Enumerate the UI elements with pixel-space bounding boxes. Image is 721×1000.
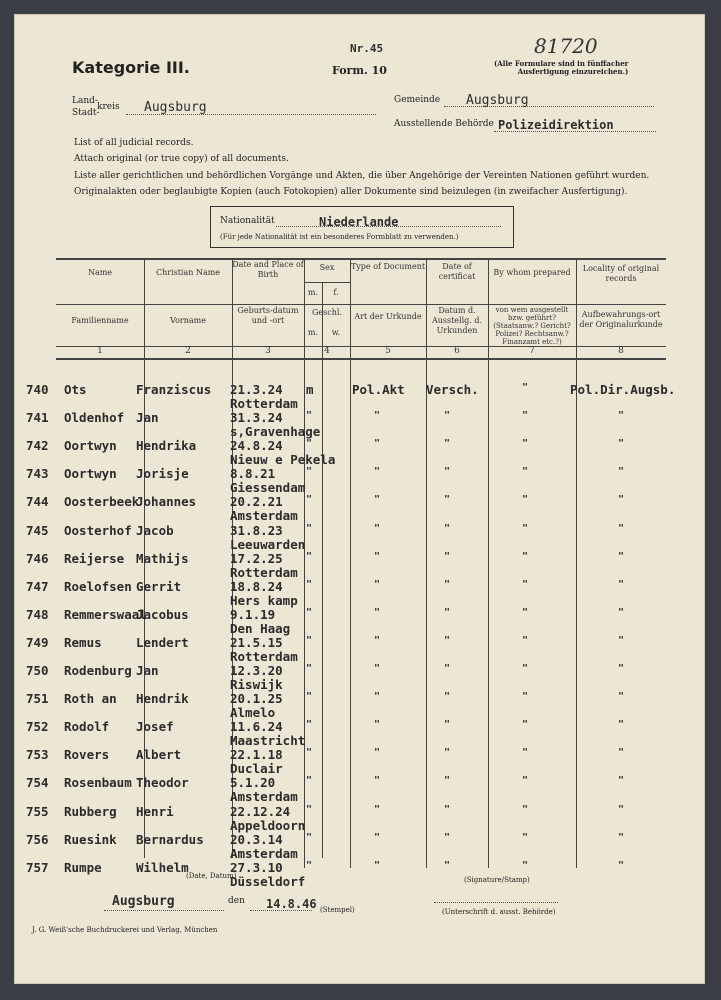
document-type-cell: " xyxy=(374,860,381,871)
certificate-date-cell: Versch. xyxy=(426,382,479,397)
table-row xyxy=(14,832,705,861)
nationality-note: (Für jede Nationalität ist ein besonderes Formblatt zu verwenden.) xyxy=(220,233,459,241)
den-label: den xyxy=(228,896,245,906)
birth-place-cell: Amsterdam xyxy=(230,846,298,861)
table-row xyxy=(14,747,705,776)
table-row xyxy=(14,691,705,720)
birth-date-cell: 12.3.20 xyxy=(230,663,283,678)
sex-cell: " xyxy=(306,635,313,646)
record-number: 749 xyxy=(26,635,49,650)
given-name-cell: Bernardus xyxy=(136,832,204,847)
surname-cell: Rovers xyxy=(64,747,110,762)
surname-cell: Ruesink xyxy=(64,832,117,847)
document-type-cell: " xyxy=(374,551,381,562)
prepared-by-cell: " xyxy=(522,494,529,505)
table-row xyxy=(14,551,705,580)
birth-place-cell: Duclair xyxy=(230,761,283,776)
record-locality-cell: " xyxy=(618,860,625,871)
instruction-2: Attach original (or true copy) of all documents. xyxy=(74,154,289,164)
birth-place-cell: Amsterdam xyxy=(230,508,298,523)
certificate-date-cell: " xyxy=(444,860,451,871)
sex-cell: " xyxy=(306,804,313,815)
birth-date-cell: 24.8.24 xyxy=(230,438,283,453)
birth-place-cell: Hers kamp xyxy=(230,593,298,608)
sex-cell: " xyxy=(306,691,313,702)
col-header-geschl-m: m. xyxy=(307,328,319,337)
birth-place-cell: Den Haag xyxy=(230,621,291,636)
certificate-date-cell: " xyxy=(444,804,451,815)
birth-date-cell: 27.3.10 xyxy=(230,860,283,875)
given-name-cell: Henri xyxy=(136,804,174,819)
prepared-by-cell: " xyxy=(522,438,529,449)
stempel-label: (Stempel) xyxy=(320,906,355,914)
prepared-by-cell: " xyxy=(522,607,529,618)
record-number: 742 xyxy=(26,438,49,453)
instruction-1: List of all judicial records. xyxy=(74,138,194,148)
col-header-vorname: Vorname xyxy=(170,316,206,325)
sex-cell: " xyxy=(306,775,313,786)
table-row xyxy=(14,635,705,664)
record-locality-cell: " xyxy=(618,494,625,505)
col-header-name: Name xyxy=(87,268,113,277)
table-row xyxy=(14,579,705,608)
prepared-by-cell: " xyxy=(522,832,529,843)
surname-cell: Ots xyxy=(64,382,87,397)
stadt-label: Stadt- xyxy=(72,108,100,118)
gemeinde-value: Augsburg xyxy=(466,93,529,108)
birth-date-cell: 21.3.24 xyxy=(230,382,283,397)
instruction-4: Originalakten oder beglaubigte Kopien (auch Fotokopien) aller Dokumente sind beizulegen (in zweifacher Ausfertigung). xyxy=(74,187,628,197)
certificate-date-cell: " xyxy=(444,410,451,421)
col-number-4: 4 xyxy=(324,346,330,356)
col-number-1: 1 xyxy=(97,346,103,356)
col-number-5: 5 xyxy=(385,346,391,356)
birth-place-cell: Maastricht xyxy=(230,733,306,748)
surname-cell: Reijerse xyxy=(64,551,125,566)
record-locality-cell: " xyxy=(618,607,625,618)
sex-cell: " xyxy=(306,579,313,590)
col-header-familienname: Familienname xyxy=(71,316,129,325)
sex-cell: " xyxy=(306,607,313,618)
instruction-3: Liste aller gerichtlichen und behördlichen Vorgänge und Akten, die über Angehörige der Vereinten Nationen geführt wurden. xyxy=(74,171,650,181)
table-row xyxy=(14,523,705,552)
certificate-date-cell: " xyxy=(444,747,451,758)
table-row xyxy=(14,382,705,411)
birth-date-cell: 5.1.20 xyxy=(230,775,276,790)
record-number: 745 xyxy=(26,523,49,538)
certificate-date-cell: " xyxy=(444,523,451,534)
place-dotline xyxy=(104,910,224,911)
birth-place-cell: Düsseldorf xyxy=(230,874,306,889)
document-type-cell: " xyxy=(374,747,381,758)
prepared-by-cell: " xyxy=(522,860,529,871)
surname-cell: Oortwyn xyxy=(64,438,117,453)
sex-cell: " xyxy=(306,466,313,477)
birth-place-cell: Giessendam xyxy=(230,480,306,495)
sex-cell: " xyxy=(306,410,313,421)
table-number-rule xyxy=(56,358,666,360)
birth-place-cell: Appeldoorn xyxy=(230,818,306,833)
document-type-cell: " xyxy=(374,663,381,674)
given-name-cell: Gerrit xyxy=(136,579,182,594)
birth-place-cell: Leeuwarden xyxy=(230,537,306,552)
surname-cell: Roth an xyxy=(64,691,117,706)
col-header-geschl: Geschl. xyxy=(312,308,342,317)
document-type-cell: Pol.Akt xyxy=(352,382,405,397)
record-locality-cell: " xyxy=(618,832,625,843)
col-number-7: 7 xyxy=(529,346,535,356)
record-number: 751 xyxy=(26,691,49,706)
certificate-date-cell: " xyxy=(444,579,451,590)
sex-cell: " xyxy=(306,438,313,449)
document-type-cell: " xyxy=(374,691,381,702)
table-top-rule xyxy=(56,258,666,260)
col-number-6: 6 xyxy=(454,346,460,356)
table-row xyxy=(14,607,705,636)
sex-cell: " xyxy=(306,719,313,730)
birth-place-cell: s,Gravenhage xyxy=(230,424,321,439)
form-sheet xyxy=(14,14,705,984)
col-header-von-wem: von wem ausgestellt bzw. geführt? (Staatsanw.? Gericht? Polizei? Rechtsanw.? Finanzamt etc.?) xyxy=(493,306,571,346)
table-row xyxy=(14,494,705,523)
given-name-cell: Johannes xyxy=(136,494,197,509)
birth-date-cell: 11.6.24 xyxy=(230,719,283,734)
sex-cell: " xyxy=(306,860,313,871)
prepared-by-cell: " xyxy=(522,410,529,421)
certificate-date-cell: " xyxy=(444,663,451,674)
record-number: 752 xyxy=(26,719,49,734)
prepared-by-cell: " xyxy=(522,523,529,534)
record-number: 744 xyxy=(26,494,49,509)
behoerde-label: Ausstellende Behörde xyxy=(394,119,494,129)
unterschrift-label: (Unterschrift d. ausst. Behörde) xyxy=(442,908,556,916)
record-locality-cell: " xyxy=(618,635,625,646)
certificate-date-cell: " xyxy=(444,551,451,562)
birth-date-cell: 21.5.15 xyxy=(230,635,283,650)
prepared-by-cell: " xyxy=(522,775,529,786)
surname-cell: Rodenburg xyxy=(64,663,132,678)
land-label: Land- xyxy=(72,96,98,106)
record-locality-cell: " xyxy=(618,551,625,562)
surname-cell: Rubberg xyxy=(64,804,117,819)
given-name-cell: Josef xyxy=(136,719,174,734)
given-name-cell: Jan xyxy=(136,663,159,678)
birth-date-cell: 20.3.14 xyxy=(230,832,283,847)
sex-cell: " xyxy=(306,832,313,843)
date-value: 14.8.46 xyxy=(266,897,317,911)
certificate-date-cell: " xyxy=(444,607,451,618)
birth-date-cell: 22.12.24 xyxy=(230,804,291,819)
certificate-date-cell: " xyxy=(444,635,451,646)
col-header-geburtsdatum: Geburts-datum und -ort xyxy=(237,306,299,325)
prepared-by-cell: " xyxy=(522,382,529,393)
surname-cell: Oosterhof xyxy=(64,523,132,538)
prepared-by-cell: " xyxy=(522,804,529,815)
record-locality-cell: " xyxy=(618,691,625,702)
record-locality-cell: " xyxy=(618,410,625,421)
printer-imprint: J. G. Weiß'sche Buchdruckerei und Verlag, München xyxy=(32,926,218,934)
certificate-date-cell: " xyxy=(444,691,451,702)
record-number: 755 xyxy=(26,804,49,819)
sex-cell: " xyxy=(306,494,313,505)
birth-place-cell: Rotterdam xyxy=(230,396,298,411)
record-number: 757 xyxy=(26,860,49,875)
birth-date-cell: 22.1.18 xyxy=(230,747,283,762)
given-name-cell: Jan xyxy=(136,410,159,425)
surname-cell: Rosenbaum xyxy=(64,775,132,790)
record-locality-cell: " xyxy=(618,438,625,449)
record-locality-cell: " xyxy=(618,747,625,758)
kreis-label: kreis xyxy=(97,102,120,112)
prepared-by-cell: " xyxy=(522,635,529,646)
col-header-locality: Locality of original records xyxy=(582,264,660,283)
document-type-cell: " xyxy=(374,523,381,534)
record-number: 747 xyxy=(26,579,49,594)
birth-date-cell: 8.8.21 xyxy=(230,466,276,481)
document-type-cell: " xyxy=(374,607,381,618)
sex-cell: " xyxy=(306,747,313,758)
document-type-cell: " xyxy=(374,494,381,505)
col-header-type-doc: Type of Document xyxy=(350,262,426,271)
birth-place-cell: Amsterdam xyxy=(230,789,298,804)
document-type-cell: " xyxy=(374,635,381,646)
category-title: Kategorie III. xyxy=(72,58,190,77)
birth-place-cell: Nieuw e Pekela xyxy=(230,452,336,467)
col-header-datum-ausstellg: Datum d. Ausstellg. d. Urkunden xyxy=(431,306,483,335)
record-number: 740 xyxy=(26,382,49,397)
certificate-date-cell: " xyxy=(444,466,451,477)
document-type-cell: " xyxy=(374,438,381,449)
birth-date-cell: 31.3.24 xyxy=(230,410,283,425)
record-locality-cell: " xyxy=(618,579,625,590)
table-row xyxy=(14,804,705,833)
prepared-by-cell: " xyxy=(522,719,529,730)
col-header-christian-name: Christian Name xyxy=(155,268,221,277)
table-row xyxy=(14,719,705,748)
birth-date-cell: 31.8.23 xyxy=(230,523,283,538)
record-locality-cell: " xyxy=(618,719,625,730)
sex-subheader-rule xyxy=(304,282,350,283)
birth-place-cell: Rotterdam xyxy=(230,649,298,664)
record-number: 741 xyxy=(26,410,49,425)
prepared-by-cell: " xyxy=(522,663,529,674)
given-name-cell: Wilhelm xyxy=(136,860,189,875)
col-header-sex: Sex xyxy=(319,263,335,272)
behoerde-value: Polizeidirektion xyxy=(498,118,614,132)
record-number: 748 xyxy=(26,607,49,622)
col-number-8: 8 xyxy=(618,346,624,356)
document-type-cell: " xyxy=(374,579,381,590)
given-name-cell: Theodor xyxy=(136,775,189,790)
table-row xyxy=(14,775,705,804)
sex-cell: m xyxy=(306,382,314,397)
surname-cell: Remus xyxy=(64,635,102,650)
col-header-date-place: Date and Place of Birth xyxy=(232,260,304,279)
col-header-geschl-w: w. xyxy=(331,328,341,337)
surname-cell: Remmerswaal xyxy=(64,607,147,622)
table-row xyxy=(14,410,705,439)
birth-date-cell: 20.1.25 xyxy=(230,691,283,706)
prepared-by-cell: " xyxy=(522,579,529,590)
document-type-cell: " xyxy=(374,719,381,730)
col-header-aufbewahrung: Aufbewahrungs-ort der Originalurkunde xyxy=(579,310,663,329)
surname-cell: Oortwyn xyxy=(64,466,117,481)
given-name-cell: Franziscus xyxy=(136,382,212,397)
date-dotline xyxy=(250,910,312,911)
table-row xyxy=(14,860,705,889)
table-mid-rule xyxy=(56,304,666,305)
given-name-cell: Hendrik xyxy=(136,691,189,706)
prepared-by-cell: " xyxy=(522,747,529,758)
record-locality-cell: Pol.Dir.Augsb. xyxy=(570,382,676,397)
record-number: 756 xyxy=(26,832,49,847)
record-locality-cell: " xyxy=(618,804,625,815)
col-header-date-cert: Date of certificat xyxy=(438,262,476,281)
sex-cell: " xyxy=(306,523,313,534)
record-number: 753 xyxy=(26,747,49,762)
handwritten-number: 81720 xyxy=(534,34,598,58)
record-number: 750 xyxy=(26,663,49,678)
col-header-sex-f: f. xyxy=(333,288,339,297)
surname-cell: Roelofsen xyxy=(64,579,132,594)
form-label: Form. 10 xyxy=(332,64,387,77)
gemeinde-label: Gemeinde xyxy=(394,95,441,105)
place-value: Augsburg xyxy=(112,894,175,909)
sex-cell: " xyxy=(306,663,313,674)
col-header-by-whom: By whom prepared xyxy=(493,268,571,277)
table-row xyxy=(14,466,705,495)
birth-date-cell: 9.1.19 xyxy=(230,607,276,622)
birth-place-cell: Riswijk xyxy=(230,677,283,692)
record-locality-cell: " xyxy=(618,775,625,786)
kreis-value: Augsburg xyxy=(144,100,207,115)
copy-note: (Alle Formulare sind in fünffacher Ausfertigung einzureichen.) xyxy=(494,59,629,76)
nationality-value: Niederlande xyxy=(319,215,399,229)
record-number: 743 xyxy=(26,466,49,481)
col-number-3: 3 xyxy=(265,346,271,356)
certificate-date-cell: " xyxy=(444,832,451,843)
birth-date-cell: 20.2.21 xyxy=(230,494,283,509)
document-type-cell: " xyxy=(374,466,381,477)
sex-cell: " xyxy=(306,551,313,562)
given-name-cell: Hendrika xyxy=(136,438,197,453)
table-row xyxy=(14,438,705,467)
record-number: 754 xyxy=(26,775,49,790)
record-locality-cell: " xyxy=(618,523,625,534)
col-number-2: 2 xyxy=(185,346,191,356)
col-header-sex-m: m. xyxy=(307,288,319,297)
col-header-art: Art der Urkunde xyxy=(354,312,422,321)
certificate-date-cell: " xyxy=(444,775,451,786)
surname-cell: Oldenhof xyxy=(64,410,125,425)
given-name-cell: Jorisje xyxy=(136,466,189,481)
birth-date-cell: 17.2.25 xyxy=(230,551,283,566)
birth-place-cell: Rotterdam xyxy=(230,565,298,580)
birth-date-cell: 18.8.24 xyxy=(230,579,283,594)
given-name-cell: Mathijs xyxy=(136,551,189,566)
nationality-label: Nationalität xyxy=(220,216,275,226)
surname-cell: Oosterbeek xyxy=(64,494,140,509)
given-name-cell: Albert xyxy=(136,747,182,762)
prepared-by-cell: " xyxy=(522,466,529,477)
record-locality-cell: " xyxy=(618,466,625,477)
document-type-cell: " xyxy=(374,410,381,421)
record-locality-cell: " xyxy=(618,663,625,674)
given-name-cell: Jacob xyxy=(136,523,174,538)
certificate-date-cell: " xyxy=(444,494,451,505)
surname-cell: Rodolf xyxy=(64,719,110,734)
signature-dotline xyxy=(434,902,558,903)
surname-cell: Rumpe xyxy=(64,860,102,875)
date-footnote: (Date, Datum) xyxy=(186,872,237,880)
record-number: 746 xyxy=(26,551,49,566)
form-number-typed: Nr.45 xyxy=(350,42,384,55)
certificate-date-cell: " xyxy=(444,719,451,730)
birth-place-cell: Almelo xyxy=(230,705,276,720)
certificate-date-cell: " xyxy=(444,438,451,449)
signature-footnote: (Signature/Stamp) xyxy=(464,876,530,884)
prepared-by-cell: " xyxy=(522,691,529,702)
given-name-cell: Jacobus xyxy=(136,607,189,622)
given-name-cell: Lendert xyxy=(136,635,189,650)
document-type-cell: " xyxy=(374,775,381,786)
document-type-cell: " xyxy=(374,832,381,843)
document-type-cell: " xyxy=(374,804,381,815)
table-row xyxy=(14,663,705,692)
prepared-by-cell: " xyxy=(522,551,529,562)
